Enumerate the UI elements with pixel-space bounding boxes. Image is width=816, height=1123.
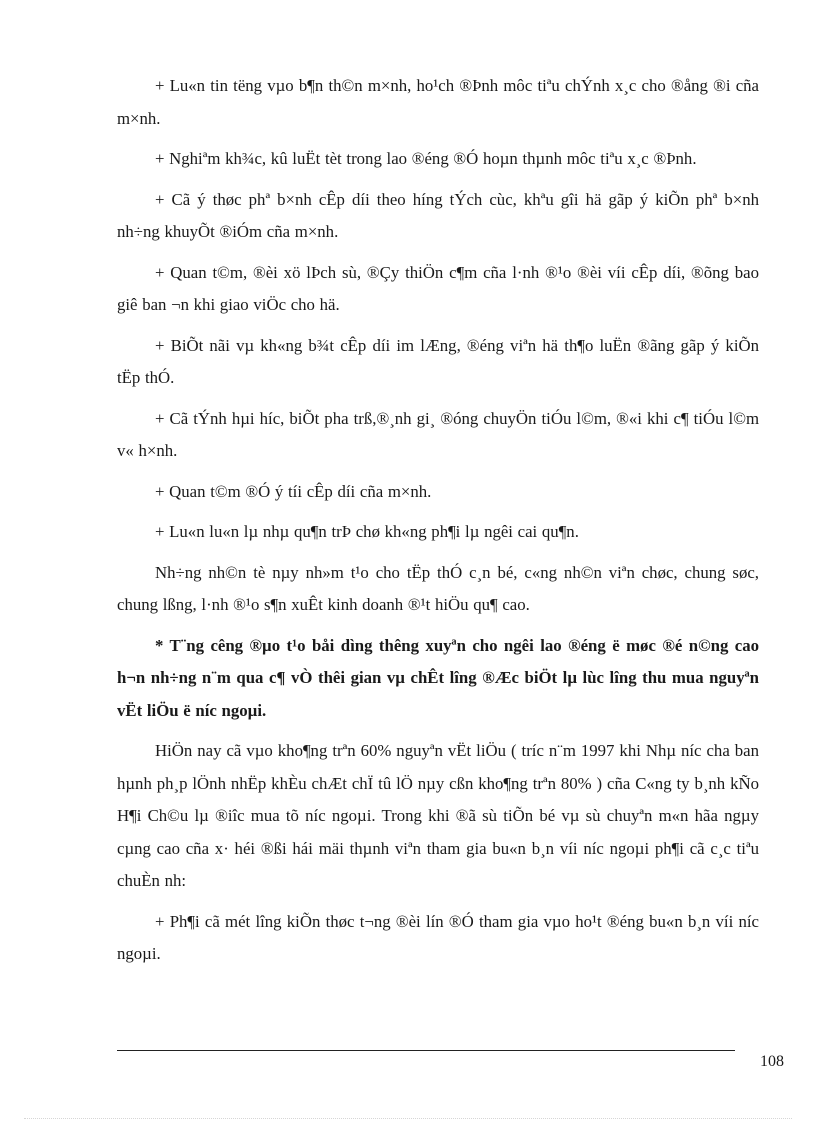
page-number: 108 [760,1053,784,1070]
body-text [117,70,759,979]
paragraph: + Nghiªm kh¾c, kû luËt tèt trong lao ®éng ®Ó hoµn thµnh môc tiªu x¸c ®Þnh. [155,149,697,168]
paragraph: + Cã ý thøc phª b×nh cÊp díi theo híng tÝch cùc, khªu gîi hä gãp ý kiÕn phª b×nh nh÷ng khuyÕt ®iÓm cña m×nh. [117,189,759,241]
paragraph: + Quan t©m ®Ó ý tíi cÊp díi cña m×nh. [155,481,432,501]
section-heading-paragraph: * T¨ng cêng ®µo t¹o båi dìng thêng xuyªn cho ngêi lao ®éng ë møc ®é n©ng cao h¬n nh÷ng n¨m qua c¶ vÒ thêi gian vµ chÊt lîng ®Æc biÖt lµ lùc lîng thu mua nguyªn vËt liÖu ë níc ngoµi. [117,635,759,720]
paragraph: + Lu«n tin tëng vµo b¶n th©n m×nh, ho¹ch ®Þnh môc tiªu chÝnh x¸c cho ®ång ®i cña m×nh. [117,76,759,128]
page-bottom-border [24,1118,792,1119]
footer-rule [117,1050,735,1051]
paragraph: + BiÕt nãi vµ kh«ng b¾t cÊp díi im lÆng, ®éng viªn hä th¶o luËn ®ãng gãp ý kiÕn tËp thÓ. [117,335,759,387]
paragraph: HiÖn nay cã vµo kho¶ng trªn 60% nguyªn vËt liÖu ( tríc n¨m 1997 khi Nhµ níc cha ban hµnh ph¸p lÖnh nhËp khÈu chÆt chÏ tû lÖ nµy cßn kho¶ng trªn 80% ) cña C«ng ty b¸nh kÑo H¶i Ch©u lµ ®iîc mua tõ níc ngoµi. Trong khi ®ã sù tiÕn bé vµ sù chuyªn m«n hãa ngµy cµng cao cña x· héi ®ßi hái mäi thµnh viªn tham gia bu«n b¸n víi níc ngoµi ph¶i cã c¸c tiªu chuÈn nh: [117,741,759,890]
paragraph: + Lu«n lu«n lµ nhµ qu¶n trÞ chø kh«ng ph¶i lµ ngêi cai qu¶n. [155,522,579,541]
paragraph: + Cã tÝnh hµi híc, biÕt pha trß,®¸nh gi¸ ®óng chuyÖn tiÓu l©m, ®«i khi c¶ tiÓu l©m v« h×nh. [117,408,759,460]
paragraph: + Ph¶i cã mét lîng kiÕn thøc t¬ng ®èi lín ®Ó tham gia vµo ho¹t ®éng bu«n b¸n víi níc ngoµi. [117,911,759,963]
paragraph: + Quan t©m, ®èi xö lÞch sù, ®Çy thiÖn c¶m cña l·nh ®¹o ®èi víi cÊp díi, ®õng bao giê ban ¬n khi giao viÖc cho hä. [117,262,759,314]
paragraph: Nh÷ng nh©n tè nµy nh»m t¹o cho tËp thÓ c¸n bé, c«ng nh©n viªn chøc, chung søc, chung lßng, l·nh ®¹o s¶n xuÊt kinh doanh ®¹t hiÖu qu¶ cao. [117,562,759,614]
